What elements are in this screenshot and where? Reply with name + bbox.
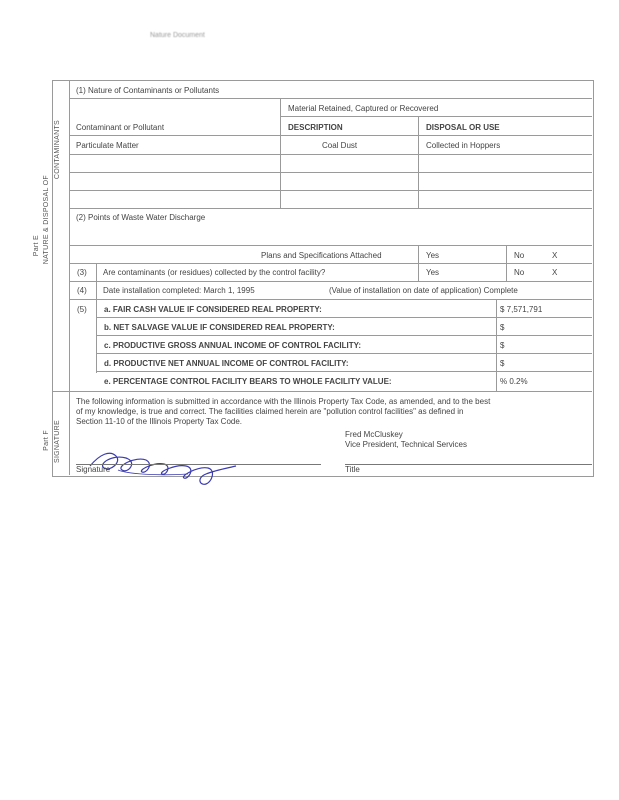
plans-yes: Yes bbox=[426, 251, 440, 260]
sidebar-description-label: NATURE & DISPOSAL OF bbox=[43, 175, 50, 265]
sidebar-signature-label: SIGNATURE bbox=[54, 420, 61, 464]
section2-title: (2) Points of Waste Water Discharge bbox=[76, 213, 206, 222]
section3-num: (3) bbox=[77, 268, 87, 277]
percentage-value: % 0.2% bbox=[500, 377, 528, 386]
signature-label: Signature bbox=[76, 465, 111, 474]
cert-line-2: of my knowledge, is true and correct. The facilities claimed herein are "pollution control facilities" as defined in bbox=[76, 407, 464, 416]
net-salvage-value: $ bbox=[500, 323, 505, 332]
section4-date: Date installation completed: March 1, 1995 bbox=[103, 286, 255, 295]
title-line bbox=[345, 464, 592, 465]
section4-num: (4) bbox=[77, 286, 87, 295]
signature-scribble bbox=[88, 444, 238, 486]
cert-line-1: The following information is submitted in accordance with the Illinois Property Tax Code, as amended, and to the best bbox=[76, 397, 491, 406]
col-description-header: DESCRIPTION bbox=[288, 123, 343, 132]
section5-num: (5) bbox=[77, 305, 87, 314]
section3-no-mark: X bbox=[552, 268, 558, 277]
material-header: Material Retained, Captured or Recovered bbox=[288, 104, 439, 113]
sidebar-section-label: CONTAMINANTS bbox=[54, 120, 61, 180]
plans-label: Plans and Specifications Attached bbox=[261, 251, 382, 260]
net-income-label: d. PRODUCTIVE NET ANNUAL INCOME OF CONTROL FACILITY: bbox=[104, 359, 349, 368]
section1-title: (1) Nature of Contaminants or Pollutants bbox=[76, 86, 220, 95]
row1-disposal: Collected in Hoppers bbox=[426, 141, 501, 150]
plans-no-mark: X bbox=[552, 251, 558, 260]
gross-income-label: c. PRODUCTIVE GROSS ANNUAL INCOME OF CONTROL FACILITY: bbox=[104, 341, 362, 350]
section4-note: (Value of installation on date of application) Complete bbox=[329, 286, 518, 295]
row1-contaminant: Particulate Matter bbox=[76, 141, 139, 150]
signature-line bbox=[76, 464, 321, 465]
sidebar-signature-part: Part F bbox=[43, 430, 50, 451]
row1-description: Coal Dust bbox=[322, 141, 358, 150]
net-income-value: $ bbox=[500, 359, 505, 368]
section3-question: Are contaminants (or residues) collected by the control facility? bbox=[103, 268, 326, 277]
section3-no: No bbox=[514, 268, 525, 277]
header-noise-text: Nature Document bbox=[150, 32, 205, 39]
gross-income-value: $ bbox=[500, 341, 505, 350]
signer-name: Fred McCluskey bbox=[345, 430, 403, 439]
section3-yes: Yes bbox=[426, 268, 440, 277]
plans-no: No bbox=[514, 251, 525, 260]
title-label: Title bbox=[345, 465, 360, 474]
signer-title: Vice President, Technical Services bbox=[345, 440, 467, 449]
col-disposal-header: DISPOSAL OR USE bbox=[426, 123, 500, 132]
col-contaminant-header: Contaminant or Pollutant bbox=[76, 123, 165, 132]
fair-cash-value-label: a. FAIR CASH VALUE IF CONSIDERED REAL PROPERTY: bbox=[104, 305, 322, 314]
percentage-label: e. PERCENTAGE CONTROL FACILITY BEARS TO WHOLE FACILITY VALUE: bbox=[104, 377, 392, 386]
fair-cash-value: $ 7,571,791 bbox=[500, 305, 543, 314]
net-salvage-label: b. NET SALVAGE VALUE IF CONSIDERED REAL PROPERTY: bbox=[104, 323, 335, 332]
cert-line-3: Section 11-10 of the Illinois Property Tax Code. bbox=[76, 417, 243, 426]
sidebar-part-label: Part E bbox=[33, 235, 40, 257]
